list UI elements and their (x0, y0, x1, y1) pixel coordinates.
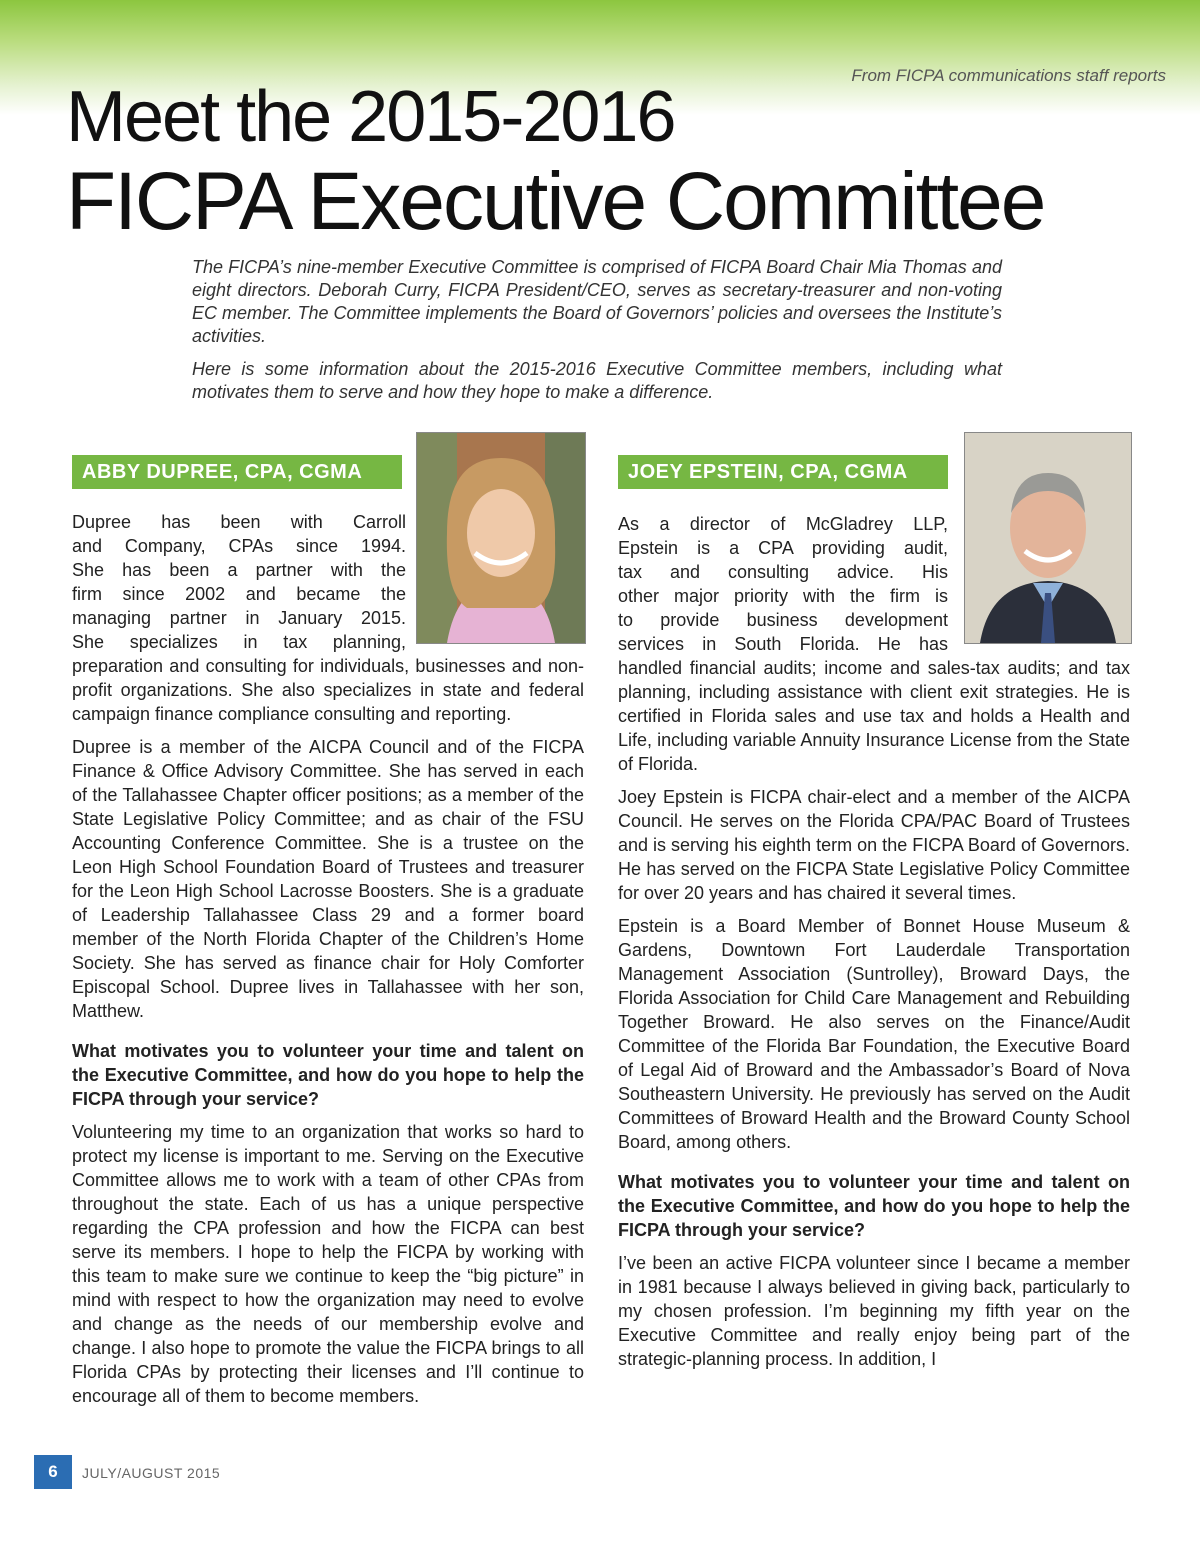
bio-line: other major priority with the firm is (618, 586, 948, 606)
intro (192, 256, 1002, 414)
issue-date: JULY/AUGUST 2015 (82, 1465, 221, 1481)
portrait-photo-dupree (416, 432, 586, 644)
portrait-epstein-icon (965, 433, 1131, 643)
page-number: 6 (34, 1455, 72, 1489)
question-heading: What motivates you to volunteer your time and talent on the Executive Committee, and how do you hope to help the FICPA through your service? (72, 1041, 584, 1109)
intro-paragraph: The FICPA’s nine-member Executive Committee is comprised of FICPA Board Chair Mia Thomas and eight directors. Deborah Curry, FICPA President/CEO, serves as secretary-treasurer and non-voting EC member. The Committee implements the Board of Governors’ policies and oversees the Institute’s activities. (192, 257, 1002, 346)
page-title-line-1: Meet the 2015-2016 (66, 77, 675, 157)
name-badge-dupree: ABBY DUPREE, CPA, CGMA (72, 455, 402, 489)
bio-line: and Company, CPAs since 1994. (72, 536, 406, 556)
bio-line: firm since 2002 and became the (72, 584, 406, 604)
page-title-line-2: FICPA Executive Committee (66, 156, 1045, 247)
name-badge-epstein: JOEY EPSTEIN, CPA, CGMA (618, 455, 948, 489)
byline: From FICPA communications staff reports (851, 66, 1166, 85)
question-heading: What motivates you to volunteer your time and talent on the Executive Committee, and how do you hope to help the FICPA through your service? (618, 1172, 1130, 1240)
answer-paragraph: I’ve been an active FICPA volunteer since I became a member in 1981 because I always believed in giving back, particularly to my chosen profession. I’m beginning my fifth year on the Executive Committee and really enjoy being part of the strategic-planning process. In addition, I (618, 1253, 1130, 1369)
bio-line: She specializes in tax planning, (72, 632, 406, 652)
bio-line: As a director of McGladrey LLP, (618, 514, 948, 534)
bio-line: tax and consulting advice. His (618, 562, 948, 582)
article-column-epstein (618, 656, 1130, 1380)
bio-line: She has been a partner with the (72, 560, 406, 580)
bio-intro-epstein (618, 512, 948, 656)
bio-line: managing partner in January 2015. (72, 608, 406, 628)
intro-paragraph: Here is some information about the 2015-2016 Executive Committee members, including what motivates them to serve and how they hope to make a difference. (192, 359, 1002, 402)
bio-paragraph: Epstein is a Board Member of Bonnet House Museum & Gardens, Downtown Fort Lauderdale Transportation Management Association (Suntrolley), Broward Days, the Florida Association for Child Care Management and Rebuilding Together Broward. He also serves on the Finance/Audit Committee of the Florida Bar Foundation, the Executive Board of Legal Aid of Broward and the Ambassador’s Board of Nova Southeastern University. He previously has served on the Audit Committees of Broward Health and the Broward County School Board, among others. (618, 916, 1130, 1152)
bio-paragraph: handled financial audits; income and sales-tax audits; and tax planning, including assistance with client exit strategies. He is certified in Florida sales and use tax and holds a Health and Life, including variable Annuity Insurance License from the State of Florida. (618, 658, 1130, 774)
portrait-dupree-icon (417, 433, 585, 643)
portrait-photo-epstein (964, 432, 1132, 644)
bio-intro-dupree (72, 510, 406, 654)
bio-line: Epstein is a CPA providing audit, (618, 538, 948, 558)
bio-paragraph: preparation and consulting for individuals, businesses and non-profit organizations. She also specializes in state and federal campaign finance compliance consulting and reporting. (72, 656, 584, 724)
answer-paragraph: Volunteering my time to an organization that works so hard to protect my license is important to me. Serving on the Executive Committee allows me to work with a team of other CPAs from throughout the state. Each of us has a unique perspective regarding the CPA profession and how the FICPA can best serve its members. I hope to help the FICPA by working with this team to make sure we continue to keep the “big picture” in mind with respect to how the organization may need to evolve and change as the needs of our membership evolve and change. I also hope to promote the value the FICPA brings to all Florida CPAs by protecting their licenses and I’ll continue to encourage all of them to become members. (72, 1122, 584, 1406)
article-column-dupree (72, 654, 584, 1417)
bio-line: services in South Florida. He has (618, 634, 948, 654)
bio-paragraph: Dupree is a member of the AICPA Council and of the FICPA Finance & Office Advisory Committee. She has served in each of the Tallahassee Chapter officer positions; as a member of the State Legislative Policy Committee; and as chair of the FSU Accounting Conference Committee. She is a trustee on the Leon High School Foundation Board of Trustees and treasurer for the Leon High School Lacrosse Boosters. She is a graduate of Leadership Tallahassee Class 29 and a former board member of the North Florida Chapter of the Children’s Home Society. She has served as finance chair for Holy Comforter Episcopal School. Dupree lives in Tallahassee with her son, Matthew. (72, 737, 584, 1021)
bio-line: Dupree has been with Carroll (72, 512, 406, 532)
bio-line: to provide business development (618, 610, 948, 630)
bio-paragraph: Joey Epstein is FICPA chair-elect and a member of the AICPA Council. He serves on the Florida CPA/PAC Board of Trustees and is serving his eighth term on the FICPA Board of Governors. He has served on the FICPA State Legislative Policy Committee for over 20 years and has chaired it several times. (618, 787, 1130, 903)
